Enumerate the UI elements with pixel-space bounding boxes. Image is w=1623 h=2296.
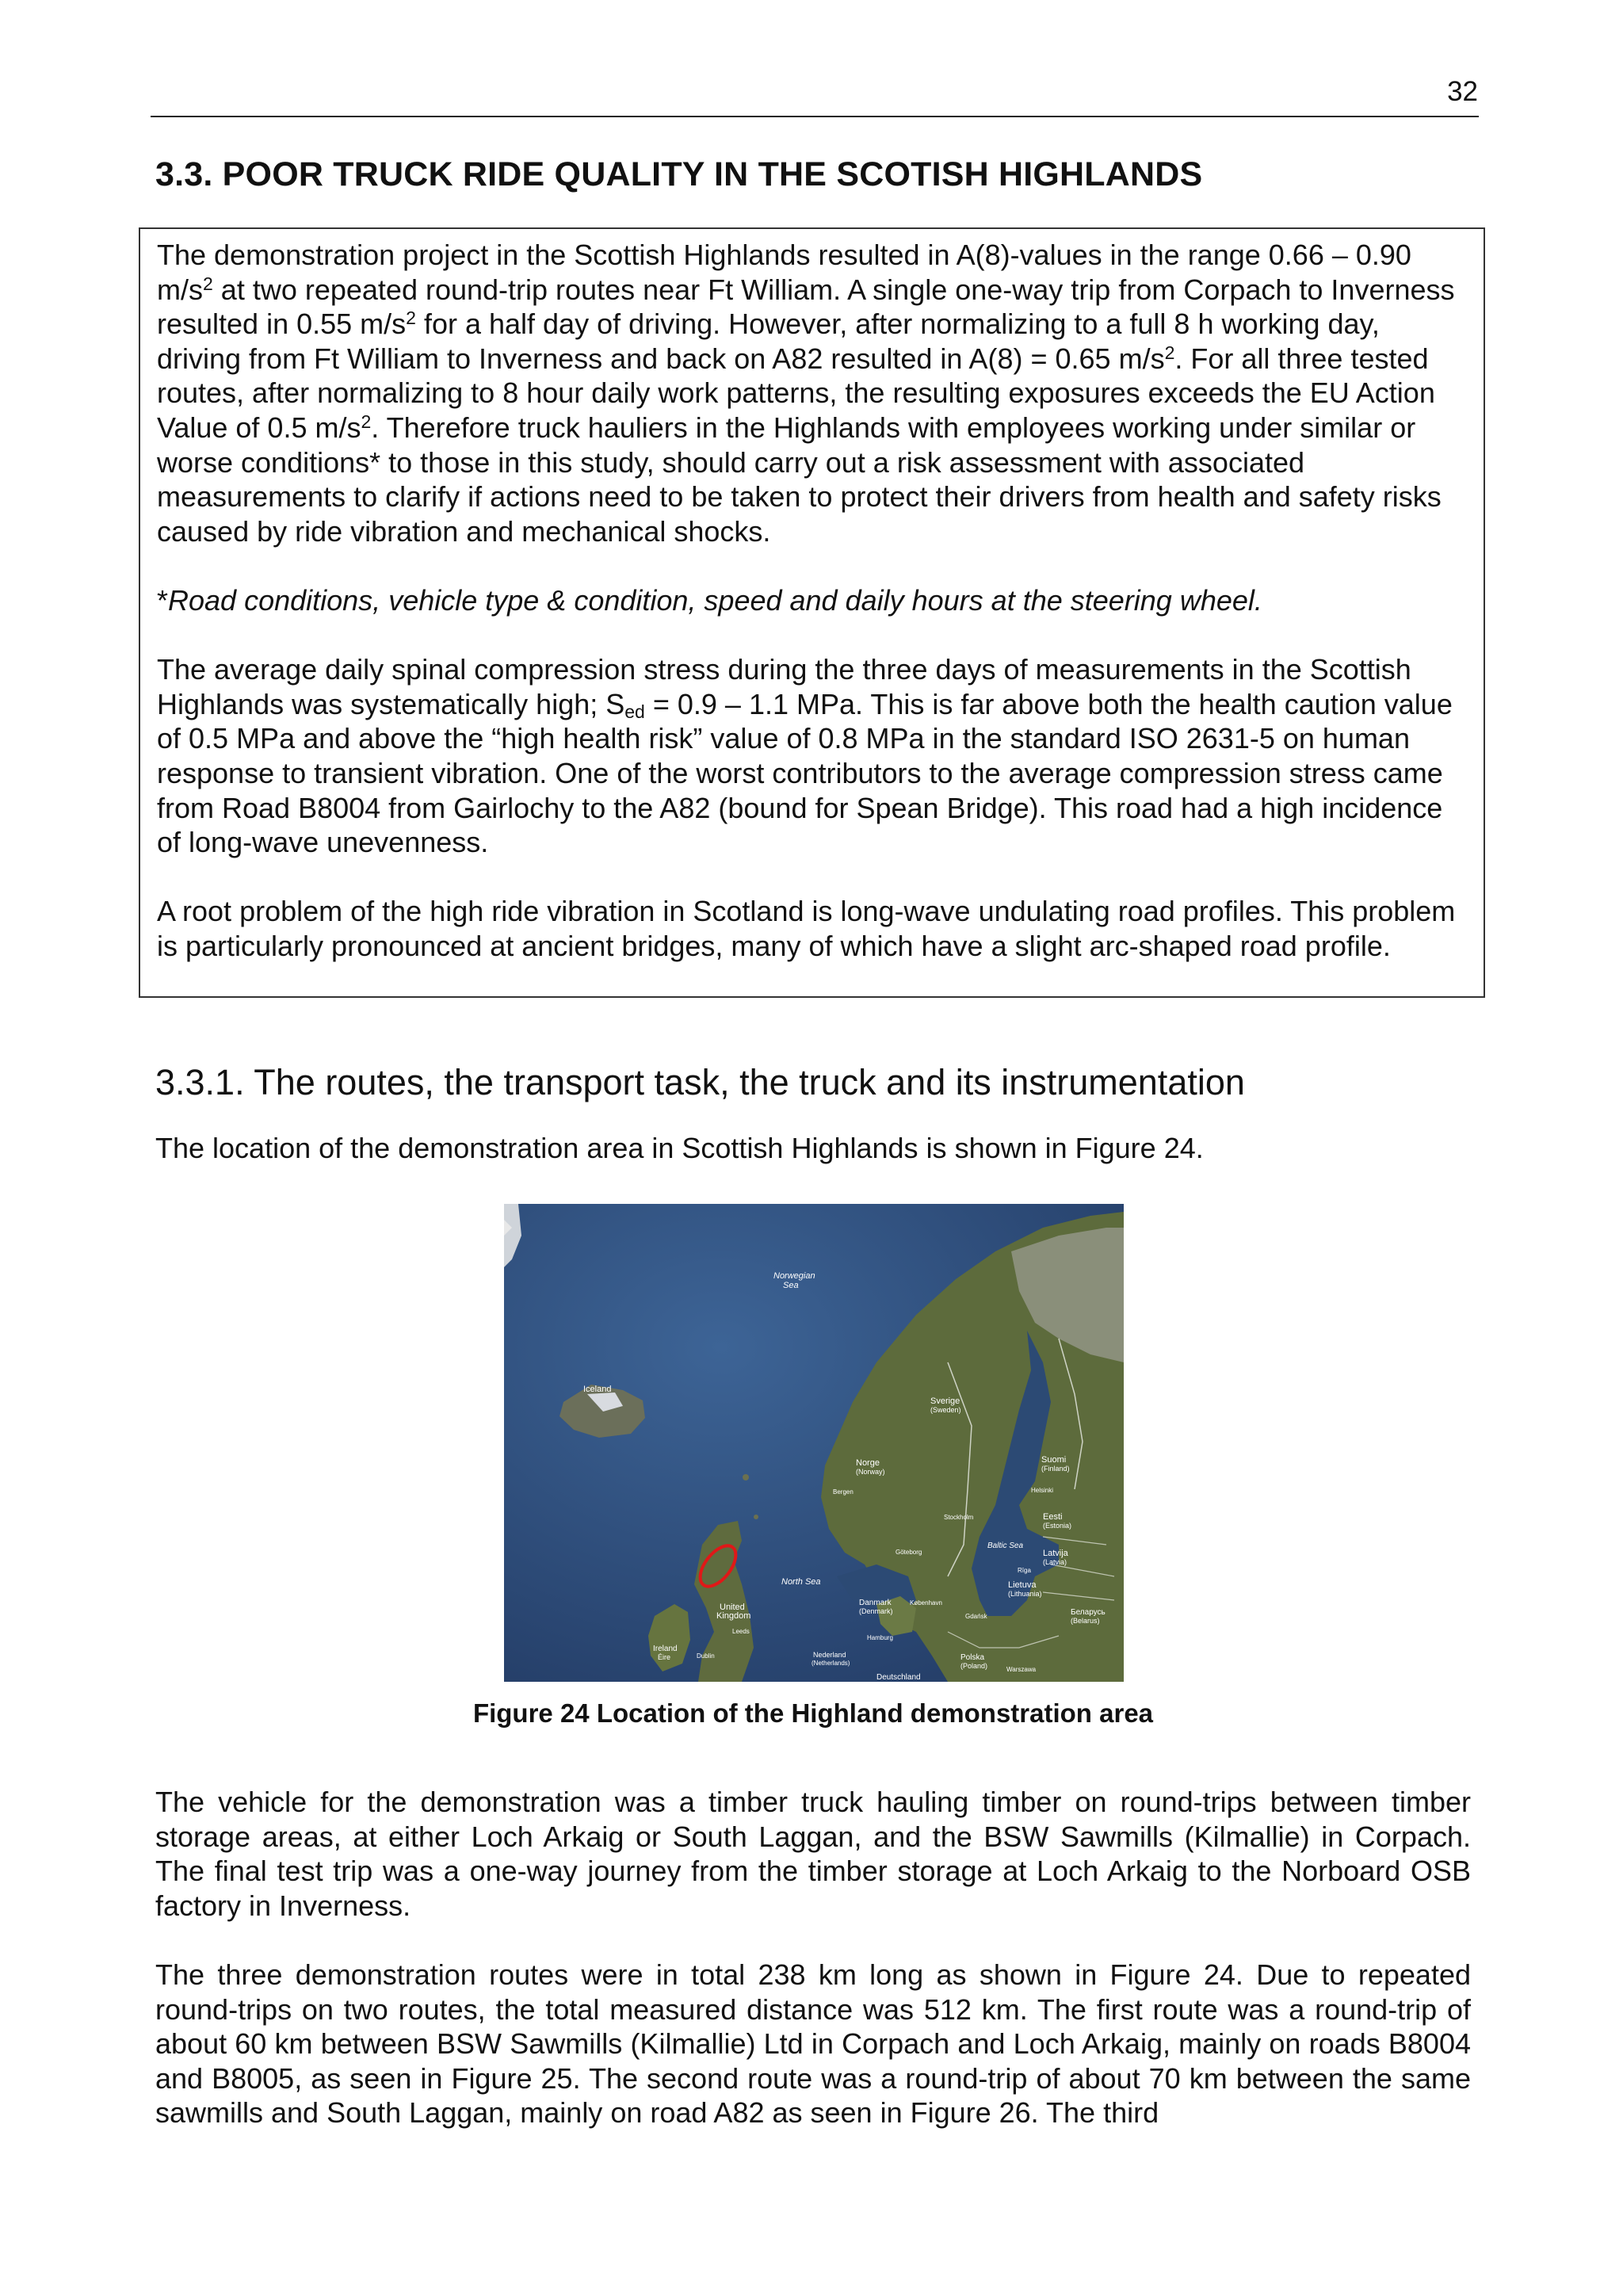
label-united-kingdom-2: Kingdom: [716, 1611, 751, 1621]
label-suomi-en: (Finland): [1041, 1465, 1070, 1473]
label-helsinki: Helsinki: [1031, 1487, 1054, 1494]
label-norge: Norge: [856, 1458, 880, 1468]
label-north-sea: North Sea: [781, 1577, 821, 1587]
faroe-islands: [743, 1474, 749, 1480]
label-latvija-en: (Latvia): [1043, 1558, 1067, 1566]
label-bergen: Bergen: [833, 1488, 854, 1496]
label-danmark: Danmark: [859, 1599, 892, 1607]
label-dublin: Dublin: [697, 1652, 715, 1660]
label-eesti-en: (Estonia): [1043, 1522, 1072, 1530]
label-danmark-en: (Denmark): [859, 1607, 893, 1615]
summary-paragraph-root-problem: A root problem of the high ride vibration in Scotland is long-wave undulating road profiles. This problem is particularly pronounced at ancient bridges, many of which have a slight arc-shaped road profile.: [157, 895, 1456, 962]
label-deutschland: Deutschland: [876, 1673, 921, 1682]
header-rule: [151, 116, 1479, 117]
label-nederland-en: (Netherlands): [812, 1660, 850, 1667]
label-united-kingdom: United: [720, 1603, 745, 1612]
location-map: [504, 1204, 1124, 1682]
label-ireland: Ireland: [653, 1645, 678, 1653]
label-lietuva: Lietuva: [1008, 1580, 1037, 1590]
label-leeds: Leeds: [732, 1628, 750, 1635]
section-heading: 3.3. POOR TRUCK RIDE QUALITY IN THE SCOTISH HIGHLANDS: [155, 155, 1203, 193]
label-stockholm: Stockholm: [944, 1514, 974, 1521]
intro-paragraph: The location of the demonstration area in Scottish Highlands is shown in Figure 24.: [155, 1132, 1204, 1164]
label-norwegian-sea: Norwegian: [773, 1271, 815, 1281]
label-iceland: Iceland: [583, 1385, 612, 1394]
label-latvija: Latvija: [1043, 1549, 1068, 1558]
label-belarus-en: (Belarus): [1071, 1617, 1100, 1625]
label-sverige: Sverige: [930, 1396, 960, 1406]
label-belarus: Беларусь: [1071, 1608, 1106, 1617]
label-lietuva-en: (Lithuania): [1008, 1590, 1042, 1598]
label-eesti: Eesti: [1043, 1512, 1063, 1522]
label-baltic-sea: Baltic Sea: [987, 1541, 1024, 1550]
label-suomi: Suomi: [1041, 1455, 1067, 1465]
label-kobenhavn: København: [910, 1599, 942, 1606]
label-goteborg: Göteborg: [896, 1549, 922, 1556]
label-warszawa: Warszawa: [1006, 1666, 1037, 1673]
summary-paragraph-compression: The average daily spinal compression stress during the three days of measurements in the Scottish Highlands was systematically high; $S_{ed} = 0.9 - 1.1$ MPa. This is far above both the health caution value of 0.5 MPa and above the “high health risk” value of 0.8 MPa in the standard ISO 2631-5 on human response to transient vibration. One of the worst contributors to the average compression stress came from Road B8004 from Gairlochy to the A82 (bound for Spean Bridge). This road had a high incidence of long-wave unevenness.: [157, 653, 1453, 859]
label-gdansk: Gdańsk: [965, 1613, 987, 1620]
label-nederland: Nederland: [813, 1651, 846, 1659]
label-ireland-2: Éire: [658, 1653, 671, 1661]
label-hamburg: Hamburg: [867, 1634, 893, 1641]
label-polska-en: (Poland): [960, 1662, 988, 1670]
label-sverige-en: (Sweden): [930, 1406, 961, 1414]
figure-caption: Figure 24 Location of the Highland demonstration area: [472, 1698, 1154, 1728]
subsection-heading: 3.3.1. The routes, the transport task, the truck and its instrumentation: [155, 1062, 1245, 1102]
map-graphic: [504, 1204, 1124, 1682]
label-polska: Polska: [960, 1653, 985, 1662]
page-number: 32: [1447, 76, 1478, 107]
summary-note: *Road conditions, vehicle type & condition, speed and daily hours at the steering wheel.: [157, 583, 1262, 617]
label-riga: Rīga: [1018, 1567, 1031, 1574]
label-norwegian-sea-2: Sea: [783, 1281, 799, 1290]
summary-paragraph-results: The demonstration project in the Scottish Highlands resulted in A(8)-values in the range 0.66 – 0.90 $m/s^2$ at two repeated round-trip routes near Ft William. A single one-way trip from Corpach to Inverness resulted in 0.55 $m/s^2$ for a half day of driving. However, after normalizing to a full 8 h working day, driving from Ft William to Inverness and back on A82 resulted in A(8) = 0.65 $m/s^2$. For all three tested routes, after normalizing to 8 hour daily work patterns, the resulting exposures exceeds the EU Action Value of 0.5 $m/s^2$. Therefore truck hauliers in the Highlands with employees working under similar or worse conditions* to those in this study, should carry out a risk assessment with associated measurements to clarify if actions need to be taken to protect their drivers from health and safety risks caused by ride vibration and mechanical shocks.: [157, 239, 1455, 548]
shetland-islands: [754, 1515, 758, 1519]
body-paragraph-vehicle: The vehicle for the demonstration was a timber truck hauling timber on round-trips between timber storage areas, at either Loch Arkaig or South Laggan, and the BSW Sawmills (Kilmallie) in Corpach. The final test trip was a one-way journey from the timber storage at Loch Arkaig to the Norboard OSB factory in Inverness.: [155, 1786, 1471, 1922]
body-paragraph-routes: The three demonstration routes were in total 238 km long as shown in Figure 24. Due to repeated round-trips on two routes, the total measured distance was 512 km. The first route was a round-trip of about 60 km between BSW Sawmills (Kilmallie) Ltd in Corpach and Loch Arkaig, mainly on roads B8004 and B8005, as seen in Figure 25. The second route was a round-trip of about 70 km between the same sawmills and South Laggan, mainly on road A82 as seen in Figure 26. The third: [155, 1958, 1471, 2130]
label-norge-en: (Norway): [856, 1468, 885, 1476]
summary-box: [139, 227, 1485, 998]
